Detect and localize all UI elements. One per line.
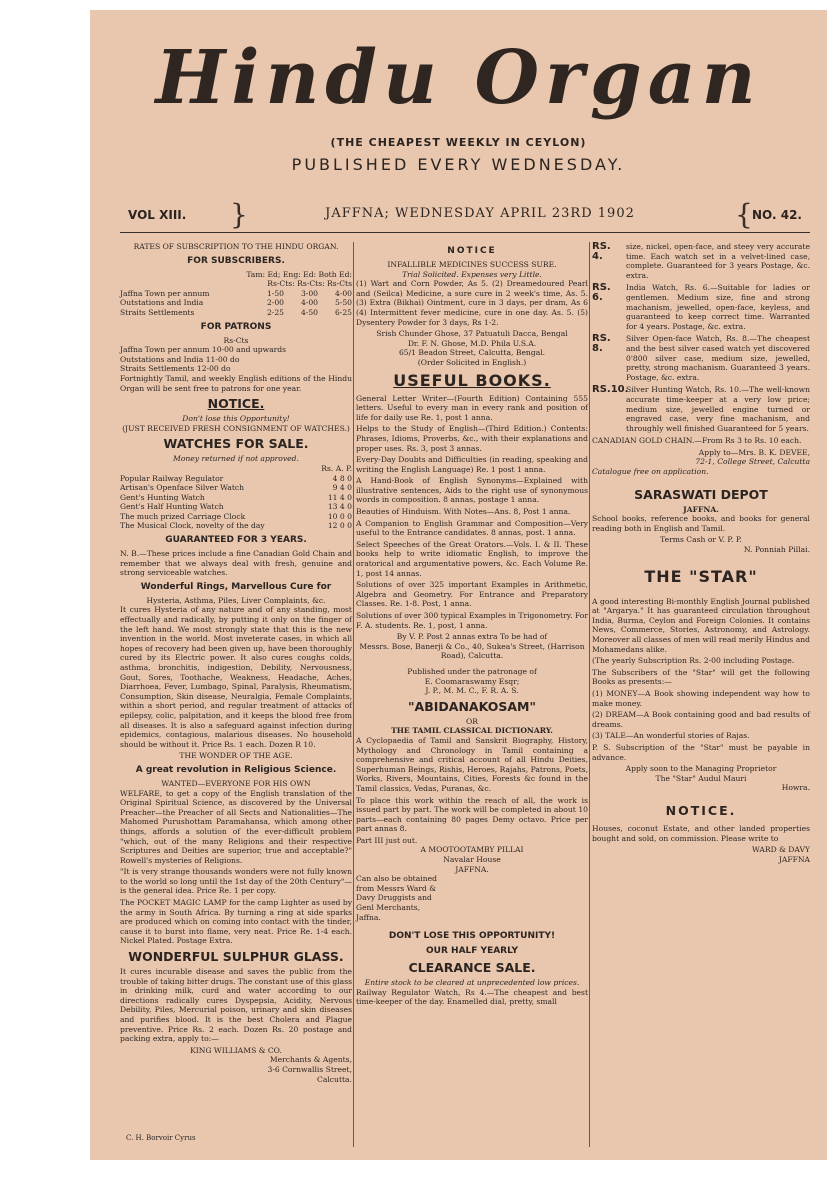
watch-listing: RS. 8. Silver Open-face Watch, Rs. 8.—The cheapest and the best silver cased watch yet discovered 0'800 silver case, medium size, jewelled, pretty, strong machanism. Guaranteed 3 years. Postage, &c. extra. bbox=[592, 333, 810, 382]
infallible-line: INFALLIBLE MEDICINES SUCCESS SURE. bbox=[387, 260, 557, 269]
wanted-line: WANTED—EVERYONE FOR HIS OWN bbox=[161, 778, 311, 788]
price-header: Rs. A. P. bbox=[321, 463, 352, 473]
entire-stock-line: Entire stock to be cleared at unprecedented low prices. bbox=[364, 978, 580, 988]
advertiser-address: Merchants & Agents, bbox=[269, 1055, 352, 1065]
star-book-item: (3) TALE—An wonderful stories of Rajas. bbox=[592, 731, 750, 741]
seller-line: 65/1 Beadon Street, Calcutta, Bengal. bbox=[398, 348, 546, 358]
watch-price-row: The much prized Carriage Clock 10 0 0 bbox=[120, 511, 352, 521]
column-divider-1 bbox=[353, 242, 354, 1147]
guarantee-heading: GUARANTEED FOR 3 YEARS. bbox=[165, 535, 307, 546]
book-item: Helps to the Study of English—(Third Edition.) Contents: Phrases, Idioms, Proverbs, &c., with their explanations and proper uses. Rs. 3, post 3 annas. bbox=[356, 424, 588, 453]
advertiser-address: Calcutta. bbox=[317, 1074, 352, 1084]
wonder-line: THE WONDER OF THE AGE. bbox=[179, 751, 293, 761]
subscription-row: Jaffna Town per annum 1-50 3-00 4-00 bbox=[120, 288, 352, 298]
books-heading: USEFUL BOOKS. bbox=[393, 370, 551, 390]
editions-header: Tam: Ed; Eng: Ed: Both Ed: bbox=[246, 269, 352, 279]
proprietor-name: N. Ponniah Pillai. bbox=[743, 545, 810, 555]
patrons-note: Fortnightly Tamil, and weekly English editions of the Hindu Organ will be sent free to patrons for one year. bbox=[120, 373, 352, 393]
dateline bbox=[120, 200, 810, 230]
obtained-line: from Messrs Ward & bbox=[356, 883, 436, 893]
star-book-item: (1) MONEY—A Book showing independent way how to make money. bbox=[592, 688, 810, 708]
watch-listing: RS. 6. India Watch, Rs. 6.—Suitable for ladies or gentlemen. Medium size, fine and strong machanism, jewelled, open-face, keyless, and guaranteed to keep correct time. Warranted for 4 years. Postage, &c. extra. bbox=[592, 282, 810, 331]
notice-tagline: Don't lose this Opportunity! bbox=[182, 414, 290, 424]
column-middle bbox=[356, 242, 588, 1009]
watches-note: Money returned if not approved. bbox=[173, 454, 299, 464]
book-item: A Hand-Book of English Synonyms—Explained with illustrative sentences, Aids to the right use of synonymous words in composition. 8 annas, postage 1 anna. bbox=[356, 476, 588, 505]
catalogue-line: Catalogue free on application. bbox=[592, 467, 709, 477]
obtained-line: Jaffna. bbox=[356, 912, 381, 922]
publisher-address: JAFFNA. bbox=[455, 864, 489, 874]
publisher-name: A MOOTOOTAMBY PILLAI bbox=[420, 845, 524, 855]
consignment-note: (JUST RECEIVED FRESH CONSIGNMENT OF WATCHES.) bbox=[122, 423, 350, 433]
rates-heading: RATES OF SUBSCRIPTION TO THE HINDU ORGAN. bbox=[133, 242, 339, 251]
publisher-address: Navalar House bbox=[443, 855, 501, 865]
advertiser-name: KING WILLIAMS & CO. bbox=[190, 1045, 282, 1055]
or-line: OR bbox=[466, 716, 478, 726]
watch-price-row: The Musical Clock, novelty of the day 12 0 0 bbox=[120, 521, 352, 531]
patrons-unit: Rs-Cts bbox=[223, 335, 249, 345]
watch-price-row: Gent's Hunting Watch 11 4 0 bbox=[120, 492, 352, 502]
rings-subheading: Hysteria, Asthma, Piles, Liver Complaints, &c. bbox=[146, 595, 326, 605]
star-heading: THE "STAR" bbox=[644, 566, 758, 586]
column-divider-2 bbox=[589, 242, 590, 1147]
saraswati-location: JAFFNA. bbox=[683, 504, 719, 514]
patrons-row: Outstations and India 11-00 do bbox=[120, 354, 240, 364]
terms-line: Terms Cash or V. P. P. bbox=[660, 535, 742, 545]
clearance-heading: CLEARANCE SALE. bbox=[408, 960, 536, 976]
apply-address: 72-1, College Street, Calcutta bbox=[695, 457, 810, 467]
star-book-item: (2) DREAM—A Book containing good and bad results of dreams. bbox=[592, 710, 810, 729]
postscript: P. S. Subscription of the "Star" must be payable in advance. bbox=[592, 742, 810, 762]
column-right bbox=[592, 242, 810, 864]
left-brace: } bbox=[230, 198, 248, 231]
star-proprietor: The "Star" Audul Mauri bbox=[655, 773, 747, 783]
canadian-chain: CANADIAN GOLD CHAIN.—From Rs 3 to Rs. 10 each. bbox=[592, 436, 802, 446]
vp-line: By V. P. Post 2 annas extra To be had of bbox=[396, 632, 548, 642]
notice-location: JAFFNA bbox=[778, 854, 810, 864]
subscription-row: Outstations and India 2-00 4-00 5-50 bbox=[120, 298, 352, 308]
abidana-text-2: To place this work within the reach of all, the work is issued part by part. The work will be completed in about 10 parts—each containing 80 pages Demy octavo. Price per part annas 8. bbox=[356, 795, 588, 834]
subscription-row: Straits Settlements 2-25 4-50 6-25 bbox=[120, 307, 352, 317]
quote-text: "It is very strange thousands wonders were not fully known to the world so long until the 1st day of the 20th Century"—is the general idea. Price Re. 1 per copy. bbox=[120, 867, 352, 896]
newspaper-page bbox=[90, 10, 827, 1160]
wanted-text: WELFARE, to get a copy of the English translation of the Original Spiritual Science, as discovered by the Universal Preacher—the Preacher of all Sects and Nationalities—The Mahomed Purushottam Paramahansa, which among other things, affords a solution of the ever-difficult problem "which, out of the many Religions and their respective Scriptures and Deities are superior, true and acceptable?" Rowell's mysteries of Religions. bbox=[120, 788, 352, 865]
column-left bbox=[120, 242, 352, 1084]
notice-text: Houses, coconut Estate, and other landed properties bought and sold, on commission. Please write to bbox=[592, 823, 810, 843]
sulphur-text: It cures incurable disease and saves the public from the trouble of taking bitter drugs. The constant use of this glass in drinking milk, curd and water according to our directions radically cures Dyspepsia, Acidity, Nervous Debility, Piles, Mercurial poison, urinary and skin diseases and purifies blood. It is the best Cholera and Plague preventive. Price Rs. 2 each. Dozen Rs. 20 postage and packing extra, apply to:— bbox=[120, 967, 353, 1044]
abidana-heading: "ABIDANAKOSAM" bbox=[408, 698, 536, 714]
abidana-text: A Cyclopaedia of Tamil and Sanskrit Biography, History, Mythology and Chronology in Tamil containing a comprehensive and critical account of all Hindu Deities, Superhuman Beings, Rishis, Heroes, Rajahs, Patrons, Poets, Works, Rivers, Mountains, Cities, Forests &c found in the Tamil classics, Vedas, Puranas, &c. bbox=[356, 735, 588, 793]
watches-heading: WATCHES FOR SALE. bbox=[163, 436, 309, 452]
rings-text: It cures Hysteria of any nature and of any standing, most effectually and radically, by putting it only on the finger of the left hand. We most strongly state that this is the new invention in the world. Most inveterate cases, in which all hopes of recovery had been given up, have been thoroughly cured by its Electric power. It also cures coughs colds, asthma, bronchitis, indigestion, Debility, Nervousness, Gout, Sores, Toothache, Weakness, Headache, Aches, Diarrhoea, Fever, Lumbago, Spinal, Paralysis, Rheumatism, Consumption, Skin disease, Neuralgia, Female Complaints, within a short period, and regular treatment of attacks of epilepsy, colic, palpitation, and it keeps the blood free from all diseases. It is also a safeguard against infection during epidemics, contagious, malarious diseases. No household should be without it. Price Rs. 1 each. Dozen R 10. bbox=[120, 605, 352, 749]
star-books: The Subscribers of the "Star" will get the following Books as presents:— bbox=[592, 667, 810, 687]
pocket-lamp-text: The POCKET MAGIC LAMP for the camp Lighter as used by the army in South Africa. By turning a ring at side sparks are produced which on coming into contact with the tinder, cause it to burst into flame, very neat. Price Re. 1-4 each. Nickel Plated. Postage Extra. bbox=[120, 898, 352, 946]
watch-price-row: Popular Railway Regulator 4 8 0 bbox=[120, 473, 352, 483]
star-location: Howra. bbox=[781, 783, 810, 793]
medicine-text: (1) Wart and Corn Powder, As 5. (2) Dreamedoured Pearl and (Seilca) Medicine, a sure cure in 2 week's time, As. 5. (3) Extra (Bikhai) Ointment, cure in 3 days, per dram, As 6 (4) Intermittent fever medicine, cure in one day. As. 5. (5) Dysentery Powder for 3 days, Rs 1-2. bbox=[356, 279, 588, 327]
currency-header: Rs-Cts: Rs-Cts: Rs-Cts bbox=[267, 279, 352, 289]
book-item: Every-Day Doubts and Difficulties (in reading, speaking and writing the English Language) Re. 1 post 1 anna. bbox=[356, 455, 588, 474]
apply-star-line: Apply soon to the Managing Proprietor bbox=[625, 764, 777, 774]
book-item: Solutions of over 325 important Examples in Arithmetic, Algebra and Geometry. For Entrance and Preparatory Classes. Re. 1-8. Post, 1 anna. bbox=[356, 580, 588, 609]
newspaper-title: Hindu Organ bbox=[155, 35, 762, 121]
obtained-line: Can also be obtained bbox=[356, 874, 437, 884]
saraswati-text: School books, reference books, and books for general reading both in English and Tamil. bbox=[592, 514, 810, 533]
watch-listing: RS. 4. size, nickel, open-face, and steey very accurate time. Each watch set in a velvet-lined case, complete. Guaranteed for 3 years Postage, &c. extra. bbox=[592, 241, 810, 280]
seller-line: Dr. F. N. Ghose, M.D. Phila U.S.A. bbox=[407, 338, 537, 348]
book-item: Select Speeches of the Great Orators.—Vols. I. & II. These books help to write idiomatic English, to improve the oratorical and argumentative powers, &c. Each Volume Re. 1, post 14 annas. bbox=[356, 539, 588, 578]
watch-price-row: Gent's Half Hunting Watch 13 4 0 bbox=[120, 502, 352, 512]
volume-number: VOL XIII. bbox=[128, 208, 187, 222]
saraswati-heading: SARASWATI DEPOT bbox=[634, 486, 768, 502]
issue-date: JAFFNA; WEDNESDAY APRIL 23RD 1902 bbox=[325, 206, 635, 221]
book-item: Beauties of Hinduism. With Notes—Ans. 8, Post 1 anna. bbox=[356, 507, 571, 517]
footer-mark: C. H. Borvoir Cyrus bbox=[126, 1134, 196, 1142]
star-text: A good interesting Bi-monthly English Journal published at "Argarya." It has guaranteed circulation throughout India, Burma, Ceylon and Foreign Colonies. It contains News, Commerce, Stories, Astronomy, and Astrology. Moreover all classes of men will read merily Hindus and Mohamedans alike. bbox=[592, 596, 810, 654]
star-subscription: (The yearly Subscription Rs. 2-00 including Postage. bbox=[592, 656, 795, 666]
book-item: A Companion to English Grammar and Composition—Very useful to the Entrance candidates. 8 annas, post. 1 anna. bbox=[356, 518, 588, 538]
patrons-row: Straits Settlements 12-00 do bbox=[120, 364, 231, 374]
patron-name: E. Coomaraswamy Esqr; bbox=[424, 676, 520, 686]
patrons-heading: FOR PATRONS bbox=[200, 321, 272, 332]
masthead bbox=[90, 22, 827, 174]
right-brace: { bbox=[735, 198, 753, 231]
trial-line: Trial Solicited. Expenses very Little. bbox=[402, 269, 542, 279]
vp-address: Messrs. Bose, Banerji & Co., 40, Sukea's Street, (Harrison Road), Calcutta. bbox=[359, 641, 585, 661]
book-item: General Letter Writer—(Fourth Edition) Containing 555 letters. Useful to every man in every rank and position of life for daily use Re. 1, post 1 anna. bbox=[356, 393, 588, 422]
advertiser-address: 3-6 Cornwallis Street, bbox=[267, 1064, 352, 1074]
patronage-line: Published under the patronage of bbox=[407, 666, 537, 676]
book-item: Solutions of over 300 typical Examples in Trigonometry. For F. A. students. Re. 1, post, 1 anna. bbox=[356, 611, 588, 630]
railway-text: Railway Regulator Watch, Rs 4.—The cheapest and best time-keeper of the day. Enamelled dial, pretty, small bbox=[356, 987, 588, 1007]
notice-heading: NOTICE. bbox=[665, 802, 737, 818]
notice-heading: NOTICE bbox=[447, 246, 497, 256]
obtained-line: Davy Druggists and bbox=[356, 893, 432, 903]
patron-titles: J. P., M. M. C., F. R. A. S. bbox=[425, 686, 519, 696]
tagline: (THE CHEAPEST WEEKLY IN CEYLON) bbox=[330, 136, 587, 149]
dont-lose-heading: DON'T LOSE THIS OPPORTUNITY! bbox=[388, 931, 556, 942]
notice-signature: WARD & DAVY bbox=[752, 845, 810, 855]
rings-heading: Wonderful Rings, Marvellous Cure for bbox=[140, 581, 332, 592]
notice-heading: NOTICE. bbox=[207, 396, 265, 412]
issue-number: NO. 42. bbox=[752, 208, 802, 222]
subscribers-heading: FOR SUBSCRIBERS. bbox=[187, 255, 285, 266]
revolution-heading: A great revolution in Religious Science. bbox=[135, 764, 337, 775]
obtained-line: Genl Merchants, bbox=[356, 903, 421, 913]
dictionary-title: THE TAMIL CLASSICAL DICTIONARY. bbox=[391, 726, 553, 736]
half-yearly-heading: OUR HALF YEARLY bbox=[426, 946, 518, 957]
watch-listing: RS.10. Silver Hunting Watch, Rs. 10.—The well-known accurate time-keeper at a very low price; medium size, jewelled engine turned or engraved case, very fine machanism, and throughly well finished Guaranteed for 5 years. bbox=[592, 384, 810, 433]
patrons-row: Jaffna Town per annum 10-00 and upwards bbox=[120, 345, 287, 355]
part-line: Part III just out. bbox=[356, 835, 418, 845]
header-rule bbox=[120, 232, 810, 233]
seller-line: Srish Chunder Ghose, 37 Patuatuli Dacca, Bengal bbox=[376, 329, 568, 339]
nota-bene: N. B.—These prices include a fine Canadian Gold Chain and remember that we always deal with fresh, genuine and strong serviceable watches. bbox=[120, 549, 352, 578]
seller-line: (Order Solicited in English.) bbox=[417, 357, 527, 367]
watch-price-row: Artisan's Openface Silver Watch 9 4 0 bbox=[120, 483, 352, 493]
sulphur-heading: WONDERFUL SULPHUR GLASS. bbox=[128, 949, 344, 965]
apply-line: Apply to—Mrs. B. K. DEVEE, bbox=[698, 447, 810, 457]
publication-frequency: PUBLISHED EVERY WEDNESDAY. bbox=[291, 155, 626, 174]
